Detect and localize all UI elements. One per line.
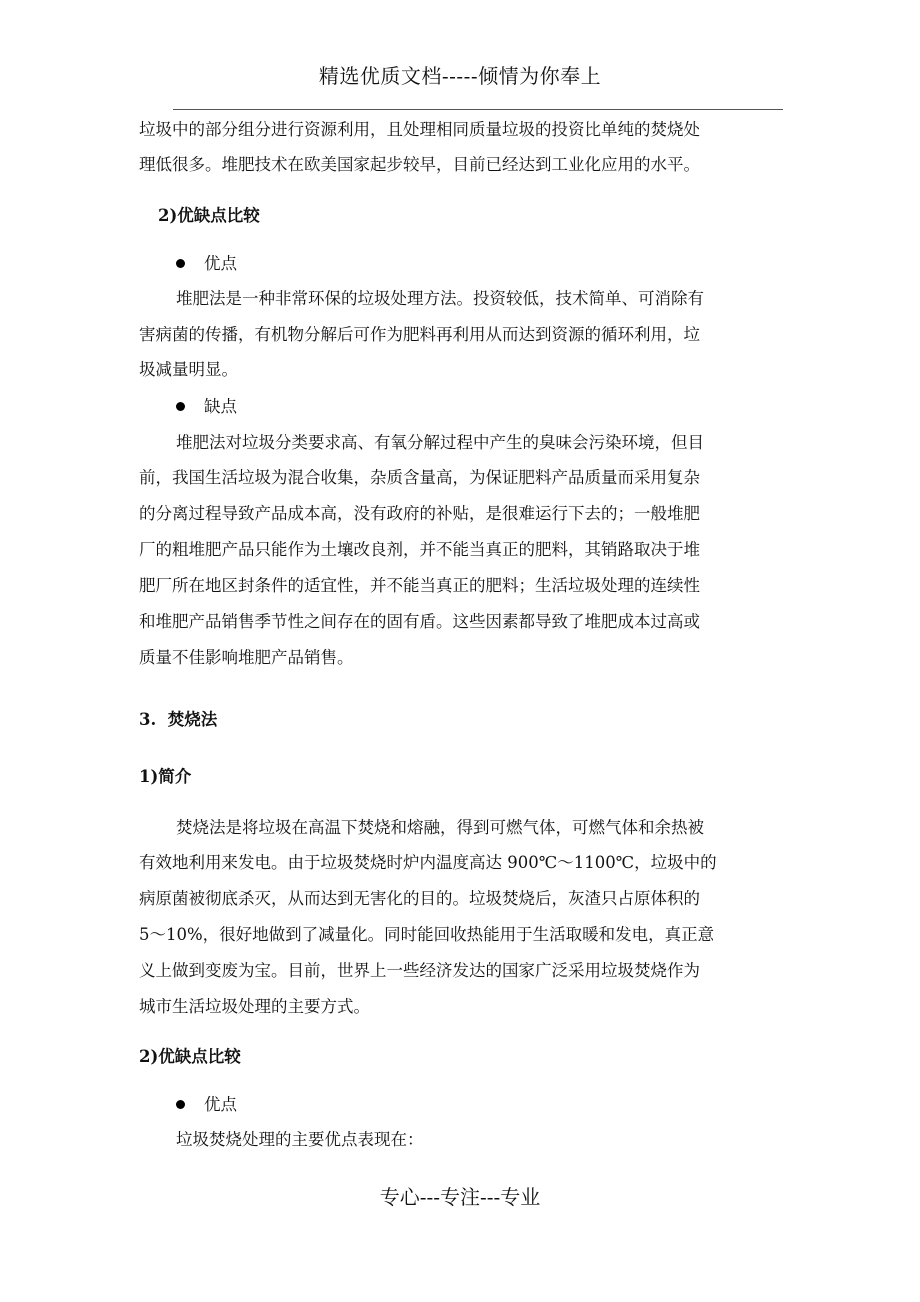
intro-line-1: 垃圾中的部分组分进行资源利用，且处理相同质量垃圾的投资比单纯的焚烧处 [139, 120, 700, 139]
bullet-dot-icon [176, 259, 185, 268]
bullet-dot-icon [176, 402, 185, 411]
compost-pros-line-3: 圾减量明显。 [139, 360, 238, 379]
header-rule [173, 109, 783, 110]
page-header: 精选优质文档-----倾情为你奉上 [318, 64, 602, 88]
incineration-compare-heading: 2)优缺点比较 [139, 1047, 241, 1066]
incineration-pros-line: 垃圾焚烧处理的主要优点表现在： [176, 1130, 424, 1149]
compost-cons-line-6: 和堆肥产品销售季节性之间存在的固有盾。这些因素都导致了堆肥成本过高或 [139, 612, 700, 631]
compost-pros-line-2: 害病菌的传播，有机物分解后可作为肥料再利用从而达到资源的循环利用，垃 [139, 325, 700, 344]
incineration-intro-line-3: 病原菌被彻底杀灭，从而达到无害化的目的。垃圾焚烧后，灰渣只占原体积的 [139, 889, 700, 908]
compost-cons-line-1: 堆肥法对垃圾分类要求高、有氧分解过程中产生的臭味会污染环境，但目 [176, 433, 704, 452]
incineration-intro-line-2: 有效地利用来发电。由于垃圾焚烧时炉内温度高达 900℃～1100℃，垃圾中的 [139, 853, 717, 872]
compost-cons-line-2: 前，我国生活垃圾为混合收集，杂质含量高，为保证肥料产品质量而采用复杂 [139, 468, 700, 487]
incineration-intro-line-4: 5～10%，很好地做到了减量化。同时能回收热能用于生活取暖和发电，真正意 [139, 925, 715, 944]
compost-pros-label: 优点 [204, 254, 237, 273]
bullet-dot-icon [176, 1100, 185, 1109]
compost-cons-line-5: 肥厂所在地区封条件的适宜性，并不能当真正的肥料；生活垃圾处理的连续性 [139, 576, 700, 595]
intro-line-2: 理低很多。堆肥技术在欧美国家起步较早，目前已经达到工业化应用的水平。 [139, 155, 700, 174]
incineration-heading: 3. 焚烧法 [139, 710, 218, 729]
compost-pros-line-1: 堆肥法是一种非常环保的垃圾处理方法。投资较低，技术简单、可消除有 [176, 289, 704, 308]
incineration-intro-line-5: 义上做到变废为宝。目前，世界上一些经济发达的国家广泛采用垃圾焚烧作为 [139, 961, 700, 980]
compost-cons-line-4: 厂的粗堆肥产品只能作为土壤改良剂，并不能当真正的肥料，其销路取决于堆 [139, 540, 700, 559]
compost-cons-label: 缺点 [204, 397, 237, 416]
compost-cons-line-7: 质量不佳影响堆肥产品销售。 [139, 648, 354, 667]
page-footer: 专心---专注---专业 [379, 1185, 541, 1209]
incineration-intro-heading: 1)简介 [139, 767, 192, 786]
incineration-intro-line-6: 城市生活垃圾处理的主要方式。 [139, 997, 370, 1016]
compost-cons-line-3: 的分离过程导致产品成本高，没有政府的补贴，是很难运行下去的；一般堆肥 [139, 504, 700, 523]
incineration-intro-line-1: 焚烧法是将垃圾在高温下焚烧和熔融，得到可燃气体，可燃气体和余热被 [176, 818, 704, 837]
compost-compare-heading: 2)优缺点比较 [158, 206, 260, 225]
incineration-pros-label: 优点 [204, 1095, 237, 1114]
